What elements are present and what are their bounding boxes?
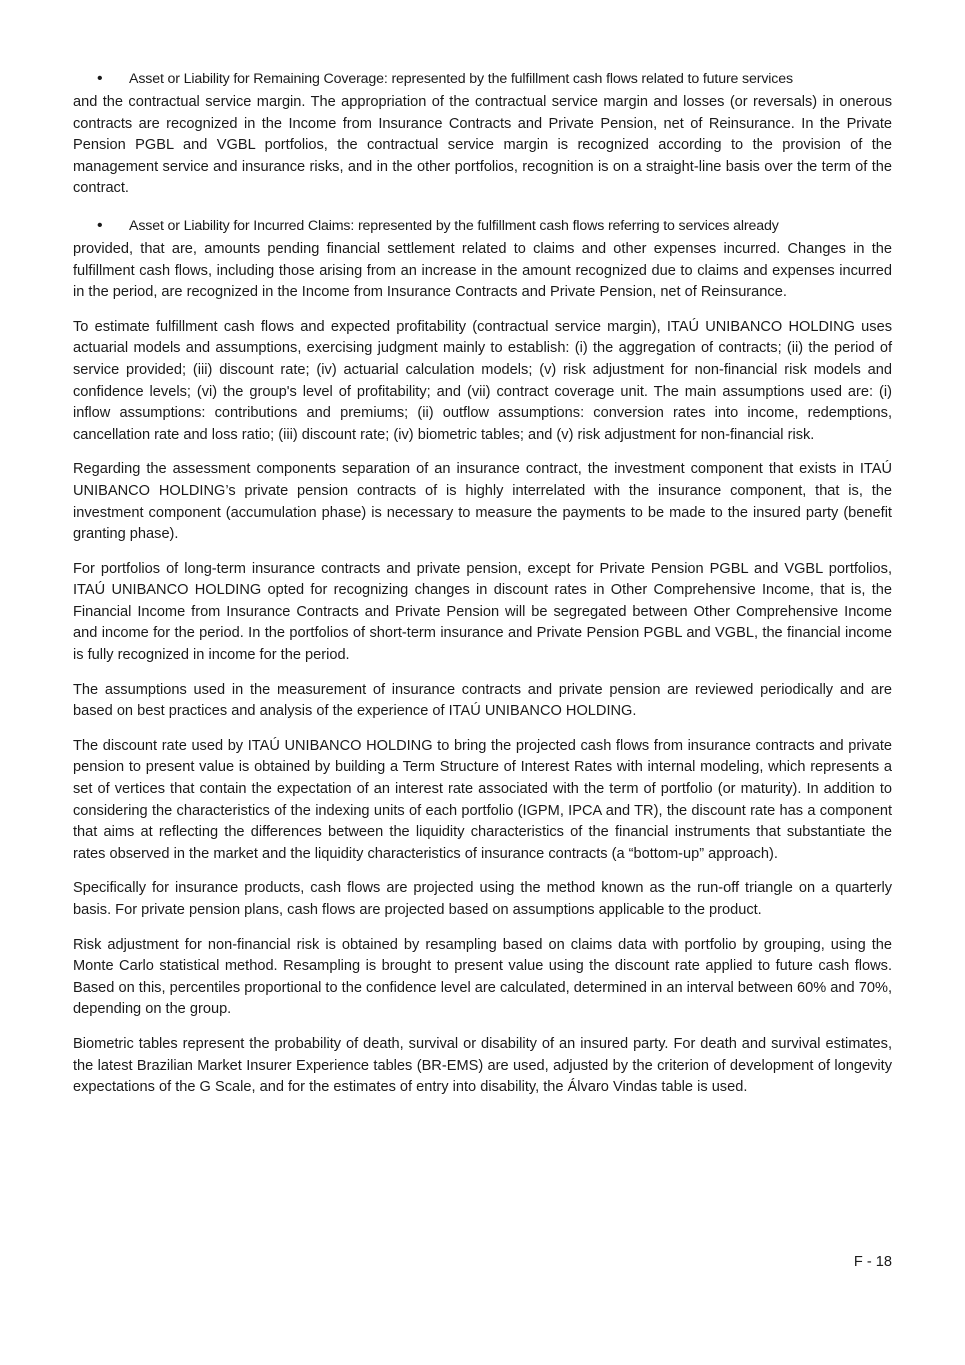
paragraph-assumptions-review: The assumptions used in the measurement of insurance contracts and private pension are reviewed periodically and are based on best practices and analysis of the experience of ITAÚ UNIBANCO HOLDING. bbox=[73, 681, 892, 720]
bullet-body-text: and the contractual service margin. The appropriation of the contractual service margin and losses (or reversals) in onerous contracts are recognized in the Income from Insurance Contracts and Private Pension, net of Reinsurance. In the Private Pension PGBL and VGBL portfolios, the contractual service margin is recognized according to the provision of the management service and insurance risks, and in the other portfolios, recognition is on a straight-line basis over the term of the contract. bbox=[73, 94, 892, 197]
document-body bbox=[73, 66, 892, 1112]
paragraph-biometric-tables: Biometric tables represent the probability of death, survival or disability of an insured party. For death and survival estimates, the latest Brazilian Market Insurer Experience tables (BR-EMS) are used, adjusted by the criterion of development of longevity expectations of the G Scale, and for the estimates of entry into disability, the Álvaro Vindas table is used. bbox=[73, 1035, 892, 1096]
bullet-body-text: provided, that are, amounts pending financial settlement related to claims and other expenses incurred. Changes in the fulfillment cash flows, including those arising from an increase in the amount recognized due to claims and expenses incurred in the period, are recognized in the Income from Insurance Contracts and Private Pension, net of Reinsurance. bbox=[73, 240, 892, 301]
paragraph-cash-flow-projection: Specifically for insurance products, cash flows are projected using the method known as the run-off triangle on a quarterly basis. For private pension plans, cash flows are projected based on assumptions applicable to the product. bbox=[73, 880, 892, 918]
paragraph-discount-rate-changes: For portfolios of long-term insurance contracts and private pension, except for Private Pension PGBL and VGBL portfolios, ITAÚ UNIBANCO HOLDING opted for recognizing changes in discount rates in Other Comprehensive Income, that is, the Financial Income from Insurance Contracts and Private Pension will be segregated between Other Comprehensive Income and income for the period. In the portfolios of short-term insurance and Private Pension PGBL and VGBL, the financial income is fully recognized in income for the period. bbox=[73, 560, 892, 664]
bullet-dot-icon: • bbox=[97, 70, 103, 87]
bullet-lead-text: Asset or Liability for Remaining Coverage: represented by the fulfillment cash flows related to future services bbox=[129, 71, 793, 87]
paragraph-discount-rate: The discount rate used by ITAÚ UNIBANCO HOLDING to bring the projected cash flows from insurance contracts and private pension to present value is obtained by building a Term Structure of Interest Rates with internal modeling, which represents a set of vertices that contain the expectation of an interest rate associated with the term of portfolio (or maturity). In addition to considering the characteristics of the indexing units of each portfolio (IGPM, IPCA and TR), the discount rate has a component that aims at reflecting the differences between the liquidity characteristics of the financial instruments that substantiate the rates observed in the market and the liquidity characteristics of insurance contracts (a “bottom-up” approach). bbox=[73, 737, 892, 862]
paragraph-risk-adjustment: Risk adjustment for non-financial risk is obtained by resampling based on claims data with portfolio by grouping, using the Monte Carlo statistical method. Resampling is brought to present value using the discount rate applied to future cash flows. Based on this, percentiles proportional to the confidence level are calculated, determined in an interval between 60% and 70%, depending on the group. bbox=[73, 936, 892, 1018]
paragraph-fulfillment-estimates: To estimate fulfillment cash flows and expected profitability (contractual service margin), ITAÚ UNIBANCO HOLDING uses actuarial models and assumptions, exercising judgment mainly to establish: (i) the aggregation of contracts; (ii) the period of service provided; (iii) discount rate; (iv) actuarial calculation models; (v) risk adjustment for non-financial risk models and confidence levels; (vi) the group's level of profitability; and (vii) contract coverage unit. The main assumptions used are: (i) inflow assumptions: contributions and premiums; (ii) outflow assumptions: conversion rates into income, redemptions, cancellation rate and loss ratio; (iii) discount rate; (iv) biometric tables; and (v) risk adjustment for non-financial risk. bbox=[73, 318, 892, 443]
bullet-item-remaining-coverage bbox=[73, 66, 892, 200]
bullet-lead-line bbox=[73, 66, 892, 92]
paragraph-investment-component: Regarding the assessment components separation of an insurance contract, the investment component that exists in ITAÚ UNIBANCO HOLDING’s private pension contracts of is highly interrelated with the insurance component, that is, the investment component (accumulation phase) is necessary to measure the payments to be made to the insured party (benefit granting phase). bbox=[73, 461, 892, 543]
bullet-lead-line bbox=[73, 213, 892, 239]
bullet-item-incurred-claims bbox=[73, 213, 892, 304]
bullet-dot-icon: • bbox=[97, 216, 103, 234]
page-number: F - 18 bbox=[853, 1254, 892, 1270]
bullet-lead-text: Asset or Liability for Incurred Claims: represented by the fulfillment cash flows referring to services already bbox=[129, 217, 779, 234]
